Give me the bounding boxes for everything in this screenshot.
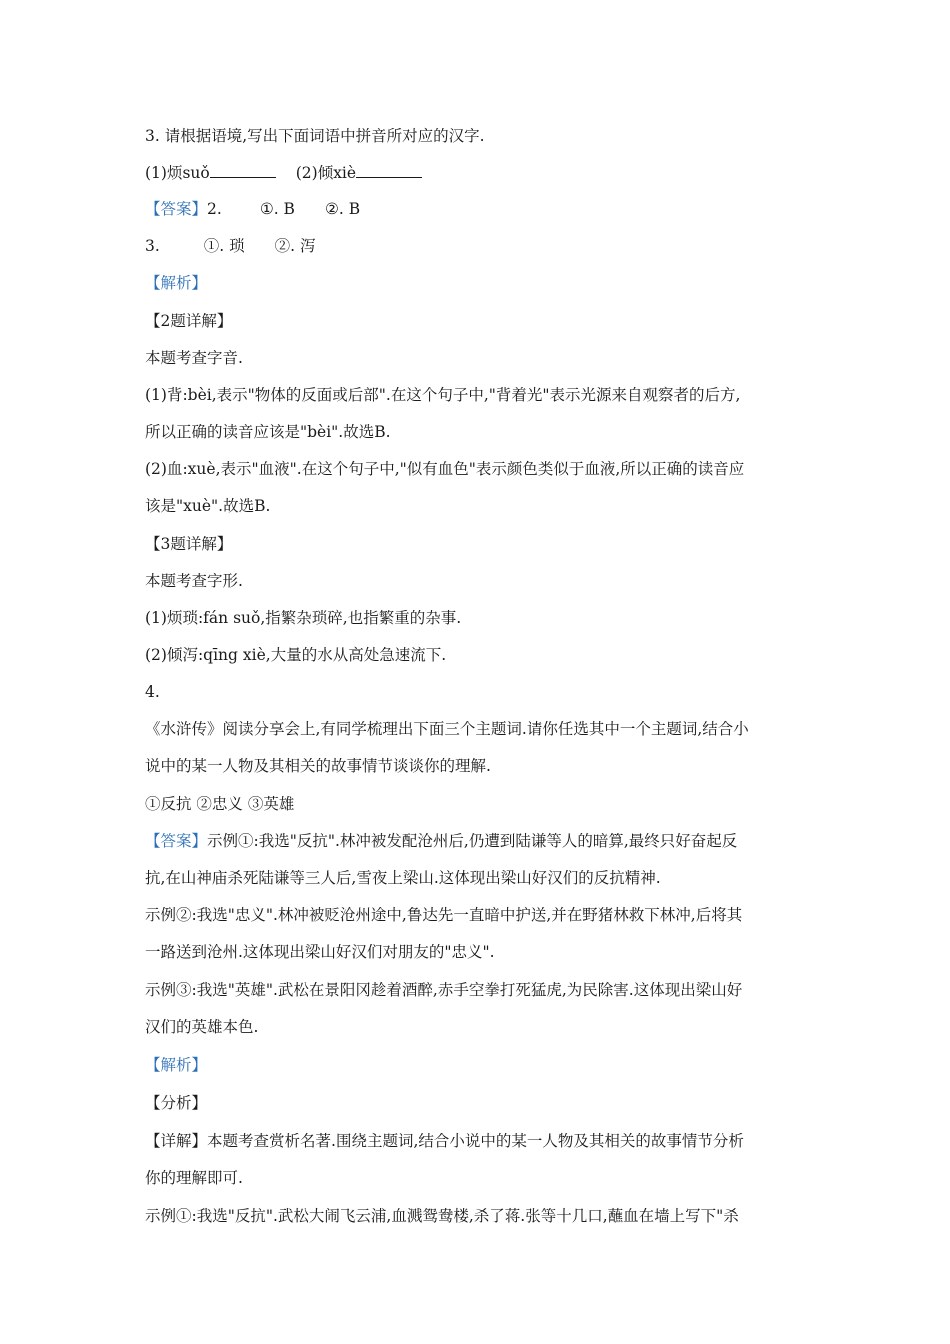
detail3-p1: (1)烦琐:fán suǒ,指繁杂琐碎,也指繁重的杂事. <box>145 609 462 627</box>
answer1b-line <box>145 235 316 257</box>
q4-options: ①反抗 ②忠义 ③英雄 <box>145 795 295 813</box>
answer2-tag: 【答案】 <box>145 832 208 850</box>
answer1-opt2: ②. B <box>324 200 361 218</box>
detail2-p1b: 所以正确的读音应该是"bèi".故选B. <box>145 423 391 441</box>
detail4-tag: 【详解】 <box>145 1132 208 1150</box>
answer2-ex3b: 汉们的英雄本色. <box>145 1018 259 1036</box>
detail4-line1 <box>145 1130 744 1152</box>
answer2-ex2b: 一路送到沧州.这体现出梁山好汉们对朋友的"忠义". <box>145 943 495 961</box>
q3-blank1[interactable] <box>210 162 276 178</box>
answer2-ex2a: 示例②:我选"忠义".林冲被贬沧州途中,鲁达先一直暗中护送,并在野猪林救下林冲,后将其 <box>145 906 743 924</box>
answer2-ex1a: 示例①:我选"反抗".林冲被发配沧州后,仍遭到陆谦等人的暗算,最终只好奋起反 <box>207 832 738 850</box>
answer1-line <box>145 198 360 220</box>
q3-item1: (1)烦suǒ <box>145 164 210 182</box>
q4-line1: 《水浒传》阅读分享会上,有同学梳理出下面三个主题词.请你任选其中一个主题词,结合小 <box>145 720 749 738</box>
answer1b-num: 3. <box>145 237 160 255</box>
answer2-ex1b: 抗,在山神庙杀死陆谦等三人后,雪夜上梁山.这体现出梁山好汉们的反抗精神. <box>145 869 661 887</box>
q3-blank2[interactable] <box>356 162 422 178</box>
answer1-num: 2. <box>207 200 222 218</box>
q3-prompt: 3. 请根据语境,写出下面词语中拼音所对应的汉字. <box>145 127 485 145</box>
detail3-heading: 【3题详解】 <box>145 535 233 553</box>
answer-tag: 【答案】 <box>145 200 208 218</box>
q3-item2: (2)倾xiè <box>295 164 357 182</box>
answer2-ex3a: 示例③:我选"英雄".武松在景阳冈趁着酒醉,赤手空拳打死猛虎,为民除害.这体现出梁山好 <box>145 981 743 999</box>
detail4-line2: 你的理解即可. <box>145 1169 243 1187</box>
q3-items <box>145 162 422 184</box>
answer1b-opt2: ②. 泻 <box>274 237 316 255</box>
answer1-opt1: ①. B <box>259 200 295 218</box>
detail3-intro: 本题考查字形. <box>145 572 243 590</box>
detail4-line3: 示例①:我选"反抗".武松大闹飞云浦,血溅鸳鸯楼,杀了蒋.张等十几口,蘸血在墙上写下"杀 <box>145 1207 739 1225</box>
detail2-p2b: 该是"xuè".故选B. <box>145 497 271 515</box>
detail2-heading: 【2题详解】 <box>145 312 233 330</box>
q4-line2: 说中的某一人物及其相关的故事情节谈谈你的理解. <box>145 757 491 775</box>
detail2-p1a: (1)背:bèi,表示"物体的反面或后部".在这个句子中,"背着光"表示光源来自观察者的后方, <box>145 386 741 404</box>
q4-num: 4. <box>145 683 160 701</box>
analysis2-tag: 【解析】 <box>145 1056 208 1074</box>
detail3-p2: (2)倾泻:qīng xiè,大量的水从高处急速流下. <box>145 646 447 664</box>
fenxi-tag: 【分析】 <box>145 1094 208 1112</box>
answer2-line1 <box>145 830 737 852</box>
detail2-intro: 本题考查字音. <box>145 349 243 367</box>
detail2-p2a: (2)血:xuè,表示"血液".在这个句子中,"似有血色"表示颜色类似于血液,所以正确的读音应 <box>145 460 745 478</box>
analysis-tag: 【解析】 <box>145 274 208 292</box>
detail4-text1: 本题考查赏析名著.围绕主题词,结合小说中的某一人物及其相关的故事情节分析 <box>207 1132 744 1150</box>
answer1b-opt1: ①. 琐 <box>203 237 245 255</box>
